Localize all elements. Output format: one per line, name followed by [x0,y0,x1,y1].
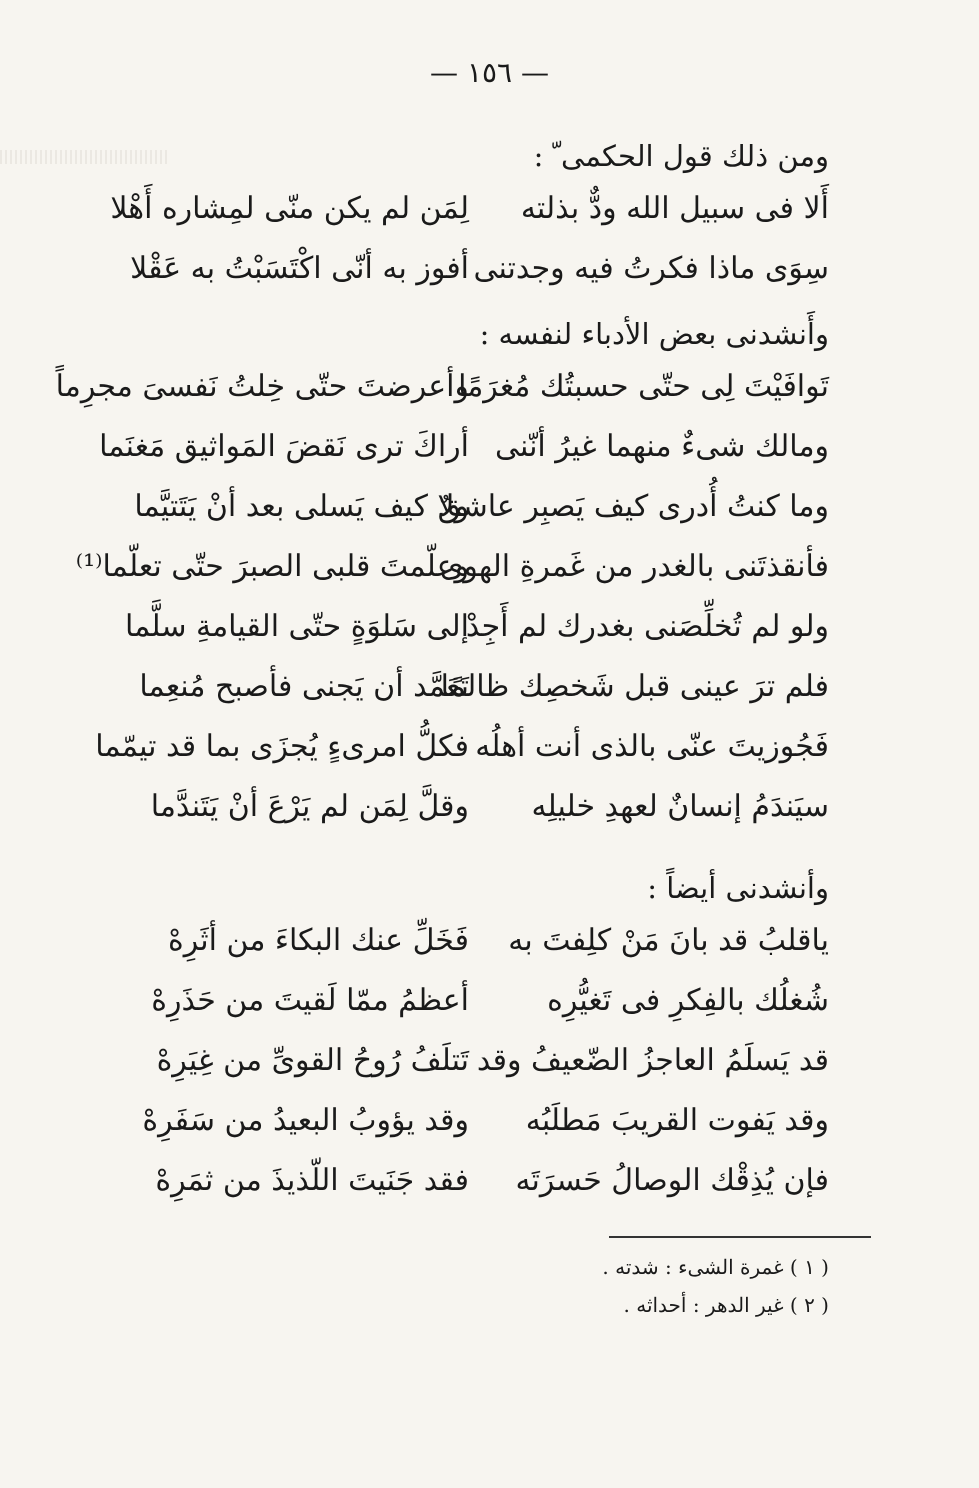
verse-line [0,482,979,542]
verse-line [0,542,979,602]
footnote-divider [609,1236,871,1238]
verse-line [0,244,979,304]
verse-first-hemistich: قد يَسلَمُ العاجزُ الضّعيفُ وقد [476,1043,829,1078]
verse-second-hemistich: فكلُّ امرىءٍ يُجزَى بما قد تيمّما [95,729,469,764]
verse-second-hemistich: تَتلَفُ رُوحُ القوىِّ من غِيَرِهْ [156,1043,469,1078]
scan-artifact [0,150,170,164]
section-intro: وأَنشدنى بعض الأدباء لنفسه : [479,317,829,351]
verse-first-hemistich: سيَندَمُ إنسانٌ لعهدِ خليلِه [531,789,829,824]
verse-first-hemistich: فإن يُذِقْك الوصالُ حَسرَتَه [515,1163,829,1198]
verse-second-hemistich: فقد جَنَيتَ اللّذيذَ من ثمَرِهْ [155,1163,469,1198]
verse-line [0,916,979,976]
verse-second-hemistich: وأعرضتَ حتّى خِلتُ نَفسىَ مجرِماً [55,369,469,404]
section-intro: وأنشدنى أيضاً : [647,871,829,905]
verse-line [0,1156,979,1216]
verse-second-hemistich: إلى سَلوَةٍ حتّى القيامةِ سلَّما [124,609,469,644]
footnote: ( ٢ ) غير الدهر : أحداثه . [623,1293,829,1317]
verse-first-hemistich: فَجُوزيتَ عنّى بالذى أنت أهلُه [475,729,829,764]
verse-first-hemistich: ياقلبُ قد بانَ مَنْ كلِفتَ به [508,923,829,958]
verse-first-hemistich: سِوَى ماذا فكرتُ فيه وجدتنى [473,251,829,286]
verse-second-hemistich: وقد يؤوبُ البعيدُ من سَفَرِهْ [142,1103,469,1138]
verse-first-hemistich: وما كنتُ أُدرى كيف يَصبِر عاشقٌ [437,489,829,524]
verse-group [0,916,979,1216]
verse-line [0,722,979,782]
verse-second-hemistich: أعظمُ ممّا لَقيتَ من حَذَرِهْ [151,983,469,1018]
verse-line [0,782,979,842]
verse-first-hemistich: شُغلُك بالفِكرِ فى تَغيُّرِه [547,983,829,1018]
verse-first-hemistich: ومالك شىءٌ منهما غيرُ أنّنى [495,429,829,464]
verse-group [0,362,979,842]
verse-first-hemistich: فلم ترَ عينى قبل شَخصِك ظالمًا [440,669,829,704]
verse-first-hemistich: تَوافَيْتَ لِى حتّى حسبتُك مُغرَمًا [458,369,829,404]
verse-line [0,1036,979,1096]
verse-second-hemistich: وعلّمتَ قلبى الصبرَ حتّى تعلّما⁽¹⁾ [75,549,469,584]
verse-second-hemistich: فَخَلِّ عنك البكاءَ من أثَرِهْ [167,923,469,958]
verse-first-hemistich: فأنقذتَنى بالغدر من غَمرةِ الهوى [439,549,829,584]
verse-second-hemistich: أفوز به أنّى اكْتَسَبْتُ به عَقْلا [130,251,469,286]
verse-second-hemistich: لِمَن لم يكن منّى لمِشاره أَهْلا [110,191,469,226]
verse-line [0,662,979,722]
section-intro: ومن ذلك قول الحكمى ّ : [533,139,829,173]
verse-line [0,976,979,1036]
verse-first-hemistich: أَلا فى سبيل الله ودٌّ بذلته [520,191,829,226]
verse-line [0,362,979,422]
verse-second-hemistich: وقلَّ لِمَن لم يَرْعَ أنْ يَتَندَّما [150,789,469,824]
verse-group [0,184,979,304]
verse-first-hemistich: ولو لم تُخلِّصَنى بغدرك لم أَجِدْ [465,609,829,644]
footnotes [602,1248,829,1324]
verse-second-hemistich: تَعَمَّد أن يَجنى فأصبح مُنعِما [139,669,469,704]
verse-line [0,1096,979,1156]
verse-line [0,602,979,662]
page-number: — ١٥٦ — [430,56,549,89]
verse-second-hemistich: ولا كيف يَسلى بعد أنْ يَتَتيَّما [134,489,469,524]
verse-first-hemistich: وقد يَفوت القريبَ مَطلَبُه [525,1103,829,1138]
verse-second-hemistich: أراكَ ترى نَقضَ المَواثيق مَغنَما [99,429,469,464]
footnote: ( ١ ) غمرة الشىء : شدته . [602,1255,829,1279]
verse-line [0,184,979,244]
verse-line [0,422,979,482]
